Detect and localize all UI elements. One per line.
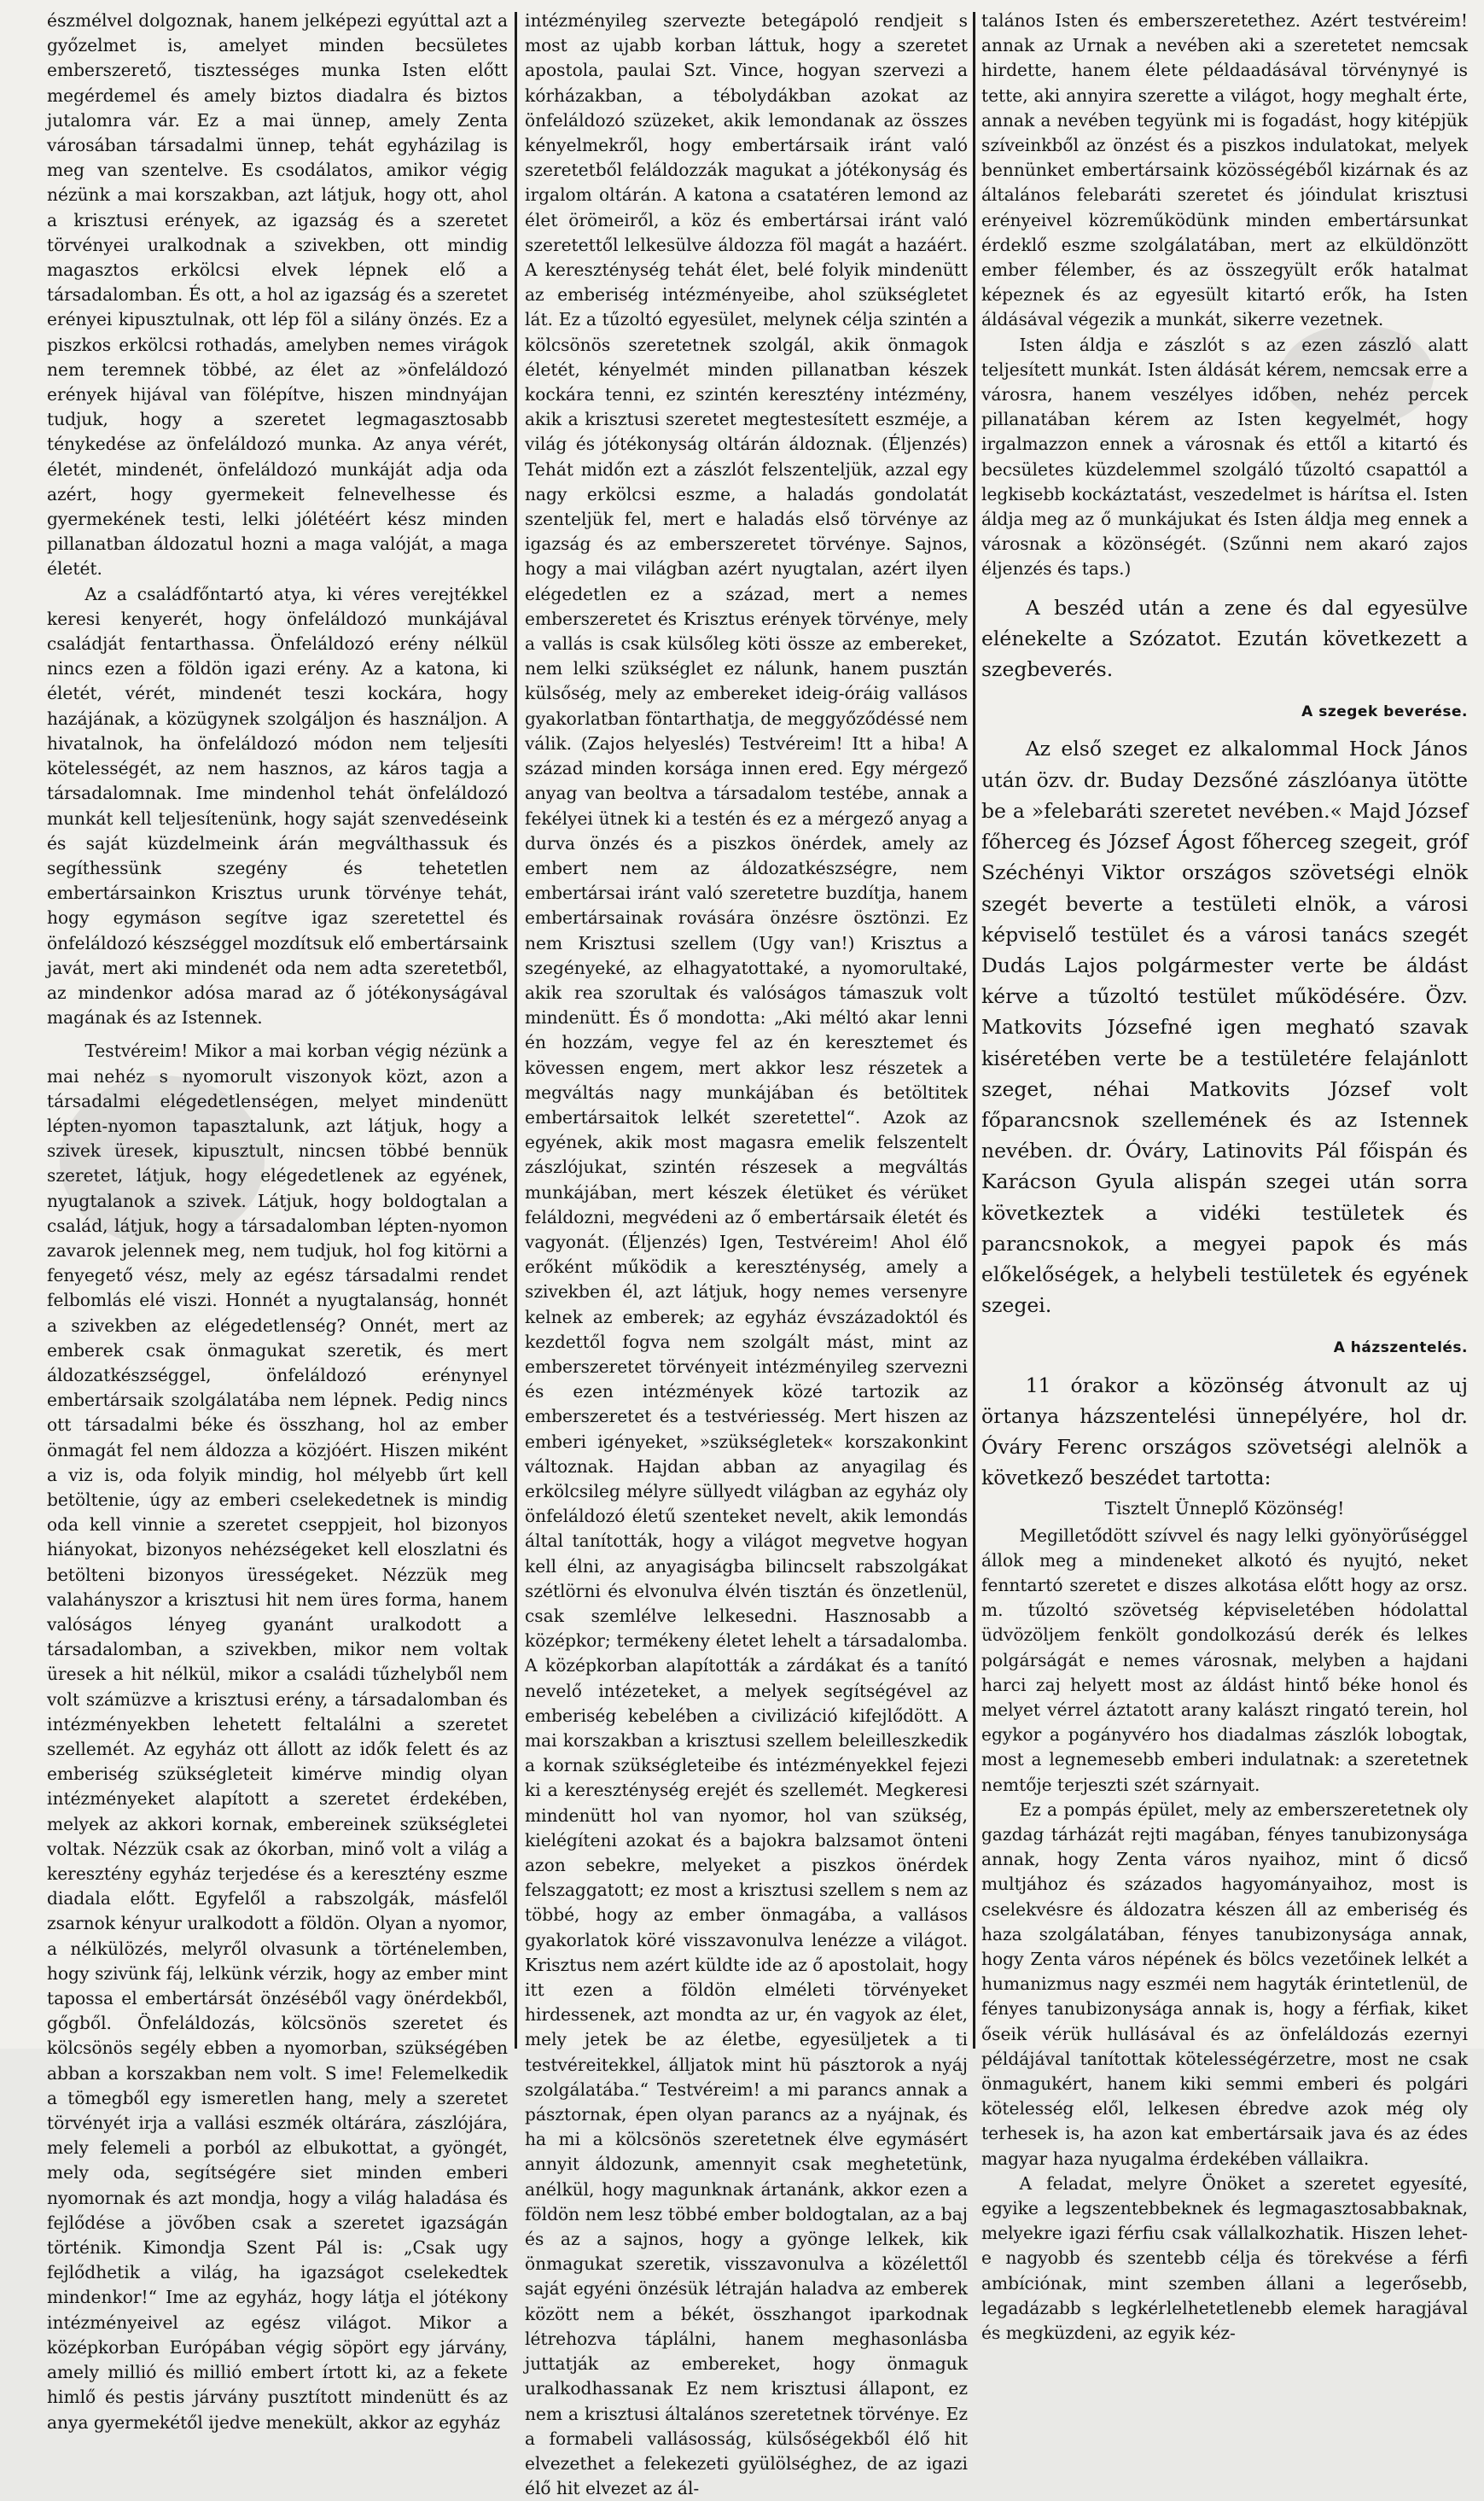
- paragraph: Az a családfőntartó atya, ki véres verejtékkel keresi kenyerét, hogy önfeláldozó munkájával családját fentarthassa. Önfeláldozó erény nélkül nincs ezen a földön igazi erény. Az a katona, ki életét, vérét, mindenét teszi kockára, hogy hazájának, a közügynek szolgáljon és használjon. A hivatalnok, ha önfeláldozó módon nem teljesíti kötelességét, az nem hasznos, az káros tagja a társadalomnak. Ime mindenhol tehát önfeláldozó munkát kell teljesítenünk, hogy saját szenvedéseink és saját küzdelmeink árán megválthassuk és segíthessünk szegény és tehetetlen embertársainkon Krisztus urunk törvénye tehát, hogy egymáson segítve igaz szeretettel és önfeláldozó készséggel mozdítsuk elő embertársaink javát, mert aki mindenét oda nem adta szeretetből, az mindenkor adósa marad az ő jótékonyságával magának és az Istennek.: [47, 583, 508, 1029]
- paragraph: 11 órakor a közönség átvonult az uj örtanya házszentelési ünnepélyére, hol dr. Óváry Ferenc országos szövetségi alelnök a következő beszédet tartotta:: [981, 1373, 1468, 1490]
- paragraph: észmélvel dolgoznak, hanem jelképezi egyúttal azt a győzelmet is, amelyet minden becsületes emberszerető, tisztességes munka Isten előtt megérdemel és amely biztos diadalra és biztos jutalomra vár. Ez a mai ünnep, amely Zenta városában társadalmi ünnep, tehát egyházilag is meg van szentelve. Es csodálatos, amikor végig nézünk a mai korszakban, azt látjuk, hogy ott, ahol a krisztusi erények, az igazság és a szeretet törvényei uralkodnak a szivekben, ott mindig magasztos erkölcsi elvek lépnek elő a társadalomban. És ott, a hol az igazság és a szeretet erényei kipusztulnak, ott lép föl a silány önzés. Ez a piszkos erkölcsi rothadás, amelyben nemes virágok nem teremnek többé, az élet az »önfeláldozó erények hijával van fölépítve, hiszen mindnyájan tudjuk, hogy a szeretet legmagasztosabb ténykedése az önfeláldozó munka. Az anya vérét, életét, mindenét, önfeláldozó munkáját adja oda azért, hogy gyermekeit felnevelhesse és gyermekének testi, lelki jólétéért kész minden pillanatban áldozatul hozni a maga valóját, a maga életét.: [47, 10, 508, 580]
- paragraph: Isten áldja e zászlót s az ezen zászló alatt teljesített munkát. Isten áldását kérem, nemcsak erre a városra, hanem veszélyes időben, nehéz percek pillanatában kérem az Isten kegyelmét, hogy irgalmazzon ennek a városnak és ettől a kitartó és becsületes küzdelemmel szolgáló tűzoltó csapattól a legkisebb kockáztatást, veszedelmet is hárítsa el. Isten áldja meg az ő munkájukat és Isten áldja meg ennek a városnak a közönségét. (Szűnni nem akaró zajos éljenzés és taps.): [981, 334, 1468, 580]
- paragraph: Megilletődött szívvel és nagy lelki gyönyörűséggel állok meg a mindeneket alkotó és nyujtó, neket fenntartó szeretet e diszes alkotása előtt hogy az orsz. m. tűzoltó szövetség képviseletében hódolattal üdvözöljem fenkölt gondolkozású derék és lelkes polgárságát e nemes városnak, melyben a hajdani harci zaj helyett most az áldást hintő béke honol és melyet vérrel áztatott arany kalászt ringató terein, hol egykor a pogányvéro hos diadalmas zászlók lobogtak, most a legnemesebb emberi indulatnak: a szeretetnek nemtője terjeszti szét szárnyait.: [981, 1525, 1468, 1795]
- speech-salutation: Tisztelt Ünneplő Közönség!: [1104, 1498, 1345, 1519]
- column-1: [47, 9, 508, 2433]
- column-rule: [515, 12, 517, 2049]
- paragraph: talános Isten és emberszeretethez. Azért testvéreim! annak az Urnak a nevében aki a szeretetet nemcsak hirdette, hanem élete példaadásával törvénynyé is tette, aki annyira szerette a világot, hogy meghalt érte, annak a nevében tegyünk mi is fogadást, hogy kitépjük szíveinkből az önzést és a piszkos indulatokat, melyek bennünket embertársaink közösségéből kizárnak és az általános felebaráti szeretet és jóindulat krisztusi erényeivel közreműködünk minden embertársunkat érdeklő eszme szolgálatában, mert az elküldönzött ember félember, és az összegyült erők hatalmat képeznek és az egyesült kitartó erők, ha Isten áldásával végezik a munkát, sikerre vezetnek.: [981, 10, 1468, 330]
- paragraph: intézményileg szervezte betegápoló rendjeit s most az ujabb korban láttuk, hogy a szeretet apostola, paulai Szt. Vince, hogyan szervezi a kórházakban, a tébolydákban azokat az önfeláldozó szüzeket, akik lemondanak az összes kényelmekről, hogy embertársaik iránt való szeretetből feláldozzák magukat a jótékonyság és irgalom oltárán. A katona a csatatéren lemond az élet örömeiről, a köz és embertársai iránt való szeretettől lelkesülve áldozza föl magát a hazáért. A kereszténység tehát élet, belé folyik mindenütt az emberiség intézményeibe, ahol szükségletet lát. Ez a tűzoltó egyesület, melynek célja szintén a kölcsönös szeretetnek szolgál, akik önmagok életét, kényelmét minden pillanatban készek kockára tenni, ez szintén keresztény intézmény, akik a krisztusi szeretet megtestesített eszméje, a világ és jótékonyság oltárán áldoznak. (Éljenzés) Tehát midőn ezt a zászlót felszenteljük, azzal egy nagy erkölcsi eszme, a haladás gondolatát szenteljük fel, mert e haladás első törvénye az igazság és az emberszeretet törvénye. Sajnos, hogy a mai világban azért nyugtalan, azért ilyen elégedetlen ez a század, mert a nemes emberszeretet és Krisztus erények törvénye, mely a vallás is csak külsőleg köti össze az embereket, nem lelki szükséglet ez nálunk, hanem pusztán külsőség, mely az embereket ideig-óráig vallásos gyakorlatban föntarthatja, de meggyőződéssé nem válik. (Zajos helyeslés) Testvéreim! Itt a hiba! A század minden korsága innen ered. Egy mérgező anyag van beoltva a társadalom testébe, annak a fekélyei ütnek ki a testén és ez a mérgező anyag a durva önzés és a piszkos önérdek, amely az embert nem az áldozatkészségre, nem embertársai iránt való szeretetre buzdítja, hanem embertársainak rovására önzésre ösztönzi. Ez nem Krisztusi szellem (Ugy van!) Krisztus a szegényeké, az elhagyatottaké, a nyomorultaké, akik rea szorultak és valóságos támaszuk volt mindenütt. És ő mondotta: „Aki méltó akar lenni én hozzám, vegye fel az én keresztemet és kövessen engem, mert akkor lesz részetek a megváltás nagy munkájában és betöltitek embertársaitok lelkét szeretettel“. Azok az egyének, akik most magasra emelik felszentelt zászlójukat, szintén részesek a megváltás munkájában, mert készek életüket és vérüket feláldozni, megvédeni az ő embertársaik életét és vagyonát. (Éljenzés) Igen, Testvéreim! Ahol élő erőként működik a kereszténység, amely a szivekben él, azt látjuk, hogy nemes versenyre kelnek az emberek; az egyház évszázadoktól és kezdettől fogva nem szolgált mást, mint az emberszeretet törvényeit intézményileg szervezni és ezen intézmények közé tartozik az emberszeretet és a testvériesség. Mert hiszen az emberi igényeket, »szükségletek« korszakonkint változnak. Hajdan abban az anyagilag és erkölcsileg mélyre süllyedt világban az egyház oly önfeláldozó életű szenteket nevelt, akik lemondás által tanították, hogy a világot megvetve hogyan kell élni, az anyagiságba bilincselt rabszolgákat szétlörni és elvonulva élvén tisztán és önzetlenül, csak szemlélve lelkesedni. Hasznosabb a középkor; termékeny életet lehelt a társadalomba. A középkorban alapították a zárdákat és a tanító nevelő intézeteket, a melyek segítségével az emberiség kebelében a civilizáció kifejlődött. A mai korszakban a krisztusi szellem beleilleszkedik a kornak szükségleteibe és intézményekkel fejezi ki a kereszténység erejét és szellemét. Megkeresi mindenütt hol van nyomor, hol van szükség, kielégíteni azokat és a bajokra balzsamot önteni azon sebekre, melyeket a piszkos önérdek felszaggatott; ez most a krisztusi szellem s nem az többé, hogy az ember önmagába, a vallásos gyakorlatok köré visszavonulva lenézze a világot. Krisztus nem azért küldte ide az ő apostolait, hogy itt ezen a földön elméleti törvényeket hirdessenek, azt mondta az ur, én vagyok az élet, mely jetek be az életbe, egyesüljetek a ti testvéreitekkel, álljatok mint hü pásztorok a nyáj szolgálatába.“ Testvéreim! a mi parancs annak a pásztornak, épen olyan parancs az a nyájnak, és ha mi a kölcsönös szeretetnek élve egymásért annyit áldozunk, amennyit csak meghetetünk, anélkül, hogy magunknak ártanánk, akkor ezen a földön nem lesz többé ember boldogtalan, az a baj és az a sajnos, hogy a gyönge lelkek, kik önmagukat szeretik, visszavonulva a közélettől saját egyéni önzésük létraján haladva az emberek között nem a békét, összhangot iparkodnak létrehozva táplálni, hanem meghasonlásba juttatják az embereket, hogy önmaguk uralkodhassanak Ez nem krisztusi állapont, ez nem a krisztusi általános szeretetnek törvénye. Ez a formabeli vallásosság, külsőségekből élő hit elvezethet a felekezeti gyülölséghez, de az igazi élő hit elvezet az ál-: [525, 10, 968, 2499]
- paragraph: Testvéreim! Mikor a mai korban végig nézünk a mai nehéz s nyomorult viszonyok közt, azon a társadalmi elégedetlenségen, melyet mindenütt lépten-nyomon tapasztalunk, azt látjuk, hogy a szivek üresek, kipusztult, nincsen többé bennük szeretet, látjuk, hogy elégedetlenek az egyének, nyugtalanok a szivek. Látjuk, hogy boldogtalan a család, látjuk, hogy a társadalomban lépten-nyomon zavarok jelennek meg, nem tudjuk, hol fog kitörni a fenyegető vész, mely az egész társadalmi rendet felbomlás elé viszi. Honnét a nyugtalanság, honnét a szivekben az elégedetlenség? Onnét, mert az emberek csak önmagukat szeretik, és mert áldozatkészséggel, önfeláldozó erénynyel embertársaik szolgálatába nem lépnek. Pedig nincs ott társadalmi béke és összhang, hol az ember önmagát fel nem áldozza a közjóért. Hiszen miként a viz is, oda folyik mindig, hol mélyebb űrt kell betöltenie, úgy az emberi cselekedetnek is mindig oda kell vinnie a szeretet cseppjeit, hol bizonyos hiányokat, bizonyos nehézségeket kell eloszlatni és betölteni bizonyos ürességeket. Nézzük meg valahányszor a krisztusi hit nem üres forma, hanem valóságos lényeg gyanánt uralkodott a társadalomban, a szivekben, mikor nem voltak üresek a hit nélkül, mikor a családi tűzhelyből nem volt számüzve a krisztusi erény, a társadalomban és intézményekben lehetett feltalálni a szeretet szellemét. Az egyház ott állott az idők felett és az emberiség szükségleteit kimérve mindig olyan intézményeket alapított a szeretet érdekében, melyek az akkori kornak, embereinek szükségletei voltak. Nézzük csak az ókorban, minő volt a világ a keresztény egyház terjedése és a keresztény eszme diadala előtt. Egyfelől a rabszolgák, másfelől zsarnok kényur uralkodott a földön. Olyan a nyomor, a nélkülözés, melyről olvasunk a történelemben, hogy szivünk fáj, lelkünk vérzik, hogy az ember mint tapossa el embertársát önzéséből vagy önérdekből, gőgből. Önfeláldozás, kölcsönös szeretet és kölcsönös segély ebben a nyomorban, szükségében abban a korszakban nem volt. S ime! Felemelkedik a tömegből egy ismeretlen hang, mely a szeretet törvényét irja a vallási eszmék oltárára, zászlójára, mely felemeli a porból az elbukottat, a gyöngét, mely oda, segítségére siet minden emberi nyomornak és azt mondja, hogy a világ haladása és fejlődése a jövőben csak a szeretet igazságán történik. Kimondja Szent Pál is: „Csak ugy fejlődhetik a világ, ha igazságot cselekedtek mindenkor!“ Ime az egyház, hogy látja el jótékony intézményeivel az egész világot. Mikor a középkorban Európában végig söpört egy járvány, amely millió és millió embert írtott ki, az a fekete himlő és pestis járvány pusztított mindenütt és az anya gyermekétől ijedve menekült, akkor az egyház: [47, 1041, 508, 2433]
- column-rule: [973, 12, 975, 2049]
- paragraph: A feladat, melyre Önöket a szeretet egyesíté, egyike a legszentebbeknek és legmagasztosabbaknak, melyekre igazi férfiu csak vállalkozhatik. Hiszen lehet-e nagyobb és szentebb célja és törekvése a férfi ambíciónak, mint szemben állani a legerősebb, legadázabb s legkérlelhetetlenebb elemek haragjával és megküzdeni, az egyik kéz-: [981, 2172, 1468, 2344]
- paragraph: A beszéd után a zene és dal egyesülve elénekelte a Szózatot. Ezután következett a szegbeverés.: [981, 595, 1468, 682]
- column-3: [981, 9, 1468, 2344]
- section-heading: A szegek beverése.: [1301, 703, 1468, 721]
- paragraph: Az első szeget ez alkalommal Hock János után özv. dr. Buday Dezsőné zászlóanya ütötte be a »felebaráti szeretet nevében.« Majd József főherceg és József Ágost főherceg szegeit, gróf Széchényi Viktor országos szövetségi elnök szegét beverte a testületi elnök, a városi képviselő testület és a városi tanács szegét Dudás Lajos polgármester verte be áldást kérve a tűzoltó testület működésére. Özv. Matkovits Józsefné igen megható szavak kiséretében verte be a testületére felajánlott szeget, néhai Matkovits József volt főparancsnok szellemének és az Istennek nevében. dr. Óváry, Latinovits Pál főispán és Karácson Gyula alispán szegei után sorra következtek a vidéki testületek és parancsnokok, a megyei papok és más előkelőségek, a helybeli testületek és egyének szegei.: [981, 737, 1468, 1318]
- column-2: [525, 9, 968, 2499]
- paragraph: Ez a pompás épület, mely az emberszeretetnek oly gazdag tárházát rejti magában, fényes tanubizonysága annak, hogy Zenta város nyaihoz, mint ő dicső multjához és százados hagyományaihoz, most is cselekvésre és áldozatra készen áll az emberiség és haza szolgálatában, fényes tanubizonysága annak, hogy Zenta város népének és bölcs vezetőinek lelkét a humanizmus nagy eszméi nem hagyták érintetlenül, de fényes tanubizonysága annak is, hogy a férfiak, kiket őseik vérük hullásával és az önfeláldozás ezernyi példájával tanítottak kötelességérzetre, most ne csak önmagukért, hanem kiki semmi emberi és polgári kötelesség elől, lelkesen ébredve azok még oly terhesek is, ha azon kat embertársaik java és az édes magyar haza nyugalma érdekében vállaikra.: [981, 1799, 1468, 2169]
- section-heading: A házszentelés.: [1333, 1339, 1468, 1357]
